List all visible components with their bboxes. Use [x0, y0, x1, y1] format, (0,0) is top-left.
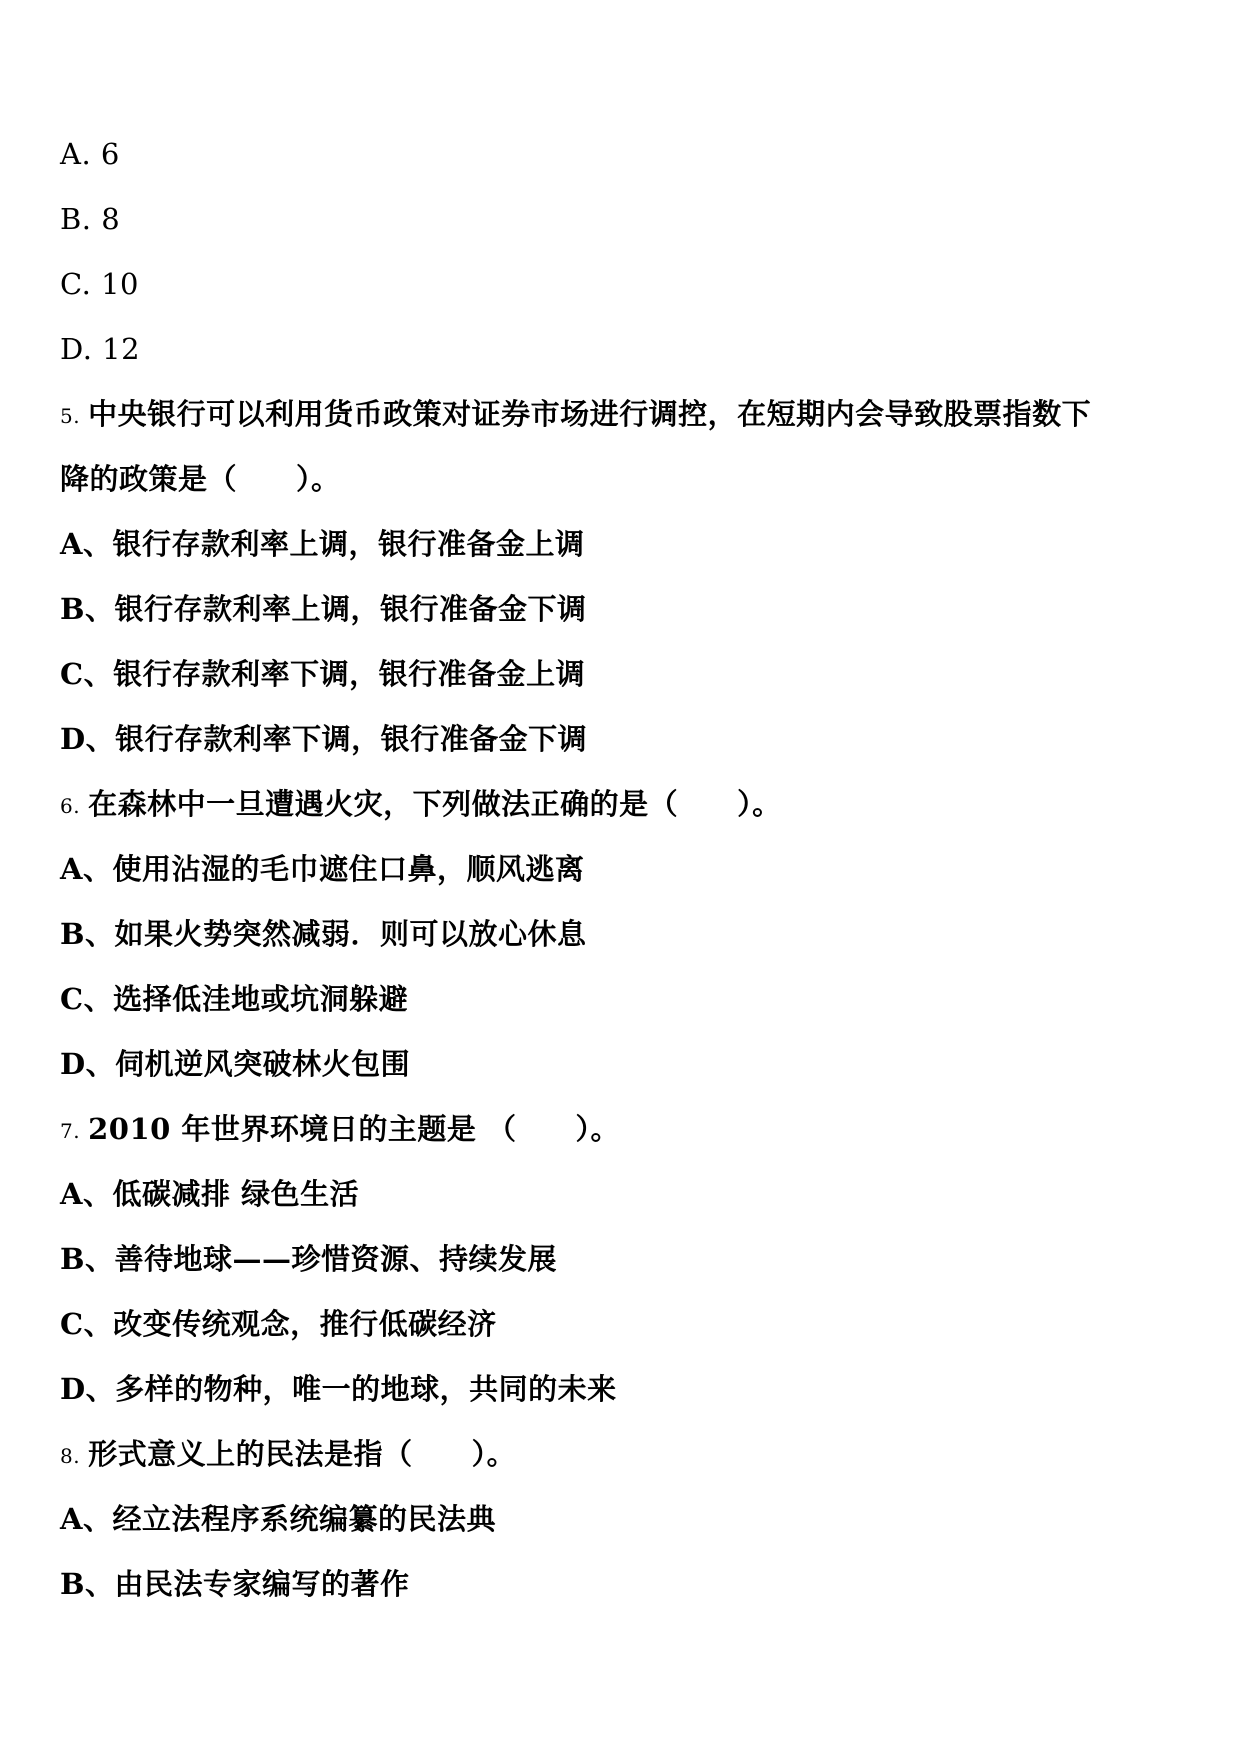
question-5-option-b: B、银行存款利率上调，银行准备金下调: [60, 592, 587, 626]
question-number: 5.: [60, 404, 81, 428]
option-prev-d: D. 12: [60, 332, 141, 366]
question-6-option-b: B、如果火势突然减弱．则可以放心休息: [60, 917, 587, 951]
question-8-stem: [60, 1432, 1180, 1476]
question-stem-text: 形式意义上的民法是指（ ）。: [88, 1437, 517, 1471]
question-6-option-a: A、使用沾湿的毛巾遮住口鼻，顺风逃离: [60, 852, 585, 886]
question-7-stem: [60, 1107, 1180, 1151]
question-8-option-a: A、经立法程序系统编纂的民法典: [60, 1502, 497, 1536]
question-number: 6.: [60, 794, 81, 818]
question-7-option-d: D、多样的物种，唯一的地球，共同的未来: [60, 1372, 617, 1406]
question-8-option-b: B、由民法专家编写的著作: [60, 1567, 410, 1601]
question-5-option-c: C、银行存款利率下调，银行准备金上调: [60, 657, 586, 691]
question-5-option-a: A、银行存款利率上调，银行准备金上调: [60, 527, 585, 561]
question-stem-text: 2010 年世界环境日的主题是 （ ）。: [88, 1112, 620, 1146]
question-6-option-c: C、选择低洼地或坑洞躲避: [60, 982, 409, 1016]
question-stem-text: 中央银行可以利用货币政策对证券市场进行调控，在短期内会导致股票指数下: [88, 397, 1092, 431]
question-5-stem: [60, 392, 1180, 436]
option-prev-b: B. 8: [60, 202, 121, 236]
option-prev-a: A. 6: [60, 137, 120, 171]
question-number: 8.: [60, 1444, 81, 1468]
option-prev-c: C. 10: [60, 267, 139, 301]
question-6-stem: [60, 782, 1180, 826]
question-7-option-c: C、改变传统观念，推行低碳经济: [60, 1307, 497, 1341]
question-5-stem-cont: 降的政策是（ ）。: [60, 462, 341, 496]
question-7-option-b: B、善待地球——珍惜资源、持续发展: [60, 1242, 558, 1276]
question-number: 7.: [60, 1119, 81, 1143]
question-7-option-a: A、低碳减排 绿色生活: [60, 1177, 360, 1211]
question-5-option-d: D、银行存款利率下调，银行准备金下调: [60, 722, 588, 756]
question-stem-text: 在森林中一旦遭遇火灾，下列做法正确的是（ ）。: [88, 787, 782, 821]
question-6-option-d: D、伺机逆风突破林火包围: [60, 1047, 411, 1081]
